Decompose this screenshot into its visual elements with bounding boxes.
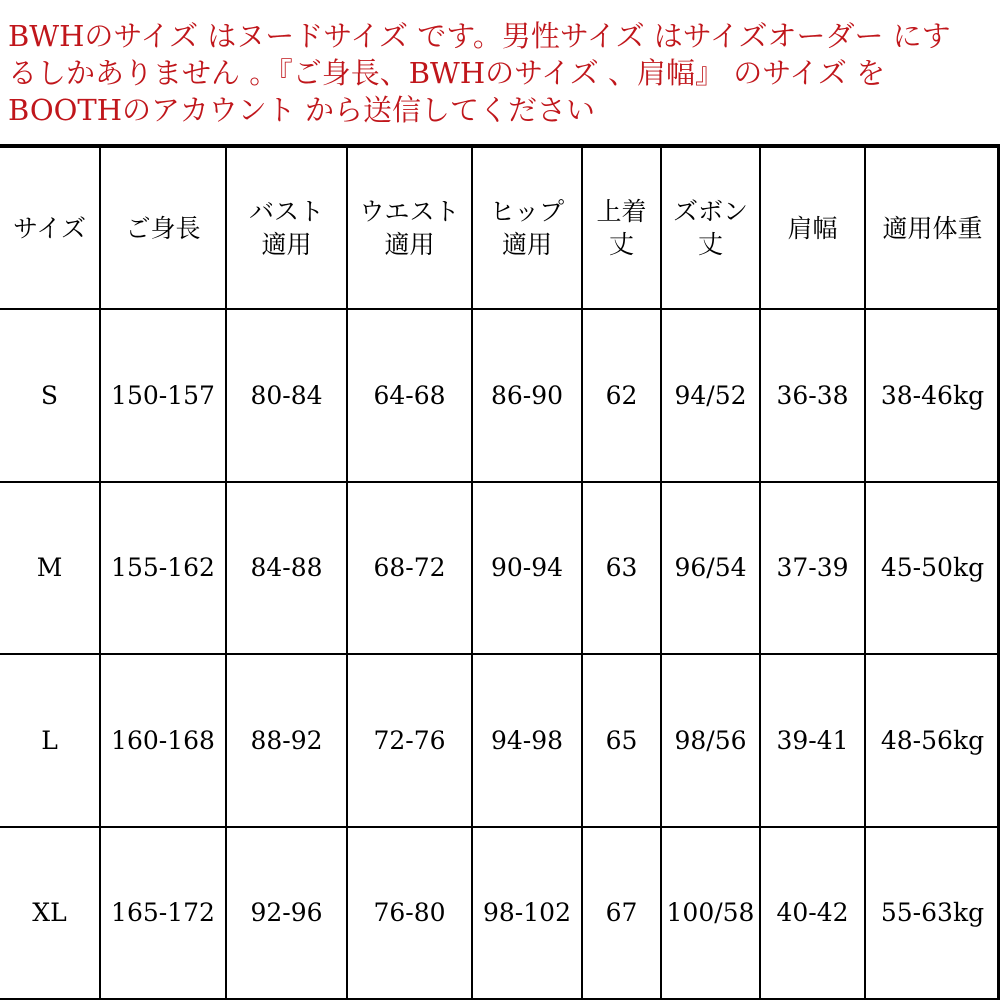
cell-shoulder: 36-38 bbox=[760, 309, 865, 481]
size-notice bbox=[0, 0, 1000, 146]
cell-size: S bbox=[0, 309, 100, 481]
cell-pants-length: 94/52 bbox=[661, 309, 760, 481]
cell-height: 150-157 bbox=[100, 309, 226, 481]
cell-hip: 86-90 bbox=[472, 309, 582, 481]
cell-weight: 38-46kg bbox=[865, 309, 1000, 481]
header-waist bbox=[347, 147, 472, 309]
cell-weight: 45-50kg bbox=[865, 482, 1000, 654]
header-height bbox=[100, 147, 226, 309]
notice-line-1: BWHのサイズ はヌードサイズ です。男性サイズ はサイズオーダー にす bbox=[8, 19, 951, 53]
header-label: 肩幅 bbox=[787, 213, 838, 243]
header-pants-length bbox=[661, 147, 760, 309]
cell-weight: 55-63kg bbox=[865, 827, 1000, 999]
notice-line-2: るしかありません 。『ご身長、BWHのサイズ 、肩幅』 のサイズ を bbox=[8, 56, 886, 90]
header-label-sub: 丈 bbox=[697, 230, 723, 260]
table-row bbox=[0, 482, 1000, 654]
header-jacket-length bbox=[582, 147, 661, 309]
header-shoulder bbox=[760, 147, 865, 309]
cell-waist: 72-76 bbox=[347, 654, 472, 826]
cell-height: 165-172 bbox=[100, 827, 226, 999]
header-label-sub: 適用 bbox=[384, 230, 435, 260]
cell-size: XL bbox=[0, 827, 100, 999]
cell-bust: 84-88 bbox=[226, 482, 347, 654]
size-chart-table bbox=[0, 146, 1000, 1000]
cell-weight: 48-56kg bbox=[865, 654, 1000, 826]
notice-line-3: BOOTHのアカウント から送信してください bbox=[8, 93, 595, 127]
cell-shoulder: 40-42 bbox=[760, 827, 865, 999]
header-label: ズボン bbox=[672, 197, 748, 227]
header-label-sub: 適用 bbox=[261, 230, 312, 260]
header-size bbox=[0, 147, 100, 309]
table-header-row bbox=[0, 147, 1000, 309]
table-row bbox=[0, 309, 1000, 481]
table-row bbox=[0, 654, 1000, 826]
cell-hip: 90-94 bbox=[472, 482, 582, 654]
header-bust bbox=[226, 147, 347, 309]
cell-pants-length: 100/58 bbox=[661, 827, 760, 999]
header-label: 適用体重 bbox=[882, 213, 983, 243]
header-label: ヒップ bbox=[489, 197, 565, 227]
header-label: ご身長 bbox=[125, 213, 201, 243]
header-label: バスト bbox=[248, 197, 324, 227]
cell-bust: 80-84 bbox=[226, 309, 347, 481]
header-label: 上着 bbox=[596, 197, 647, 227]
cell-waist: 76-80 bbox=[347, 827, 472, 999]
table-row bbox=[0, 827, 1000, 999]
header-label: ウエスト bbox=[359, 197, 460, 227]
cell-waist: 64-68 bbox=[347, 309, 472, 481]
cell-shoulder: 37-39 bbox=[760, 482, 865, 654]
header-label: サイズ bbox=[12, 213, 86, 243]
cell-pants-length: 96/54 bbox=[661, 482, 760, 654]
header-label-sub: 適用 bbox=[501, 230, 552, 260]
cell-jacket-length: 63 bbox=[582, 482, 661, 654]
header-weight bbox=[865, 147, 1000, 309]
cell-shoulder: 39-41 bbox=[760, 654, 865, 826]
header-hip bbox=[472, 147, 582, 309]
cell-height: 155-162 bbox=[100, 482, 226, 654]
cell-bust: 92-96 bbox=[226, 827, 347, 999]
cell-jacket-length: 67 bbox=[582, 827, 661, 999]
cell-height: 160-168 bbox=[100, 654, 226, 826]
header-label-sub: 丈 bbox=[608, 230, 634, 260]
cell-pants-length: 98/56 bbox=[661, 654, 760, 826]
cell-size: L bbox=[0, 654, 100, 826]
cell-waist: 68-72 bbox=[347, 482, 472, 654]
cell-bust: 88-92 bbox=[226, 654, 347, 826]
cell-jacket-length: 65 bbox=[582, 654, 661, 826]
cell-size: M bbox=[0, 482, 100, 654]
cell-jacket-length: 62 bbox=[582, 309, 661, 481]
cell-hip: 94-98 bbox=[472, 654, 582, 826]
cell-hip: 98-102 bbox=[472, 827, 582, 999]
